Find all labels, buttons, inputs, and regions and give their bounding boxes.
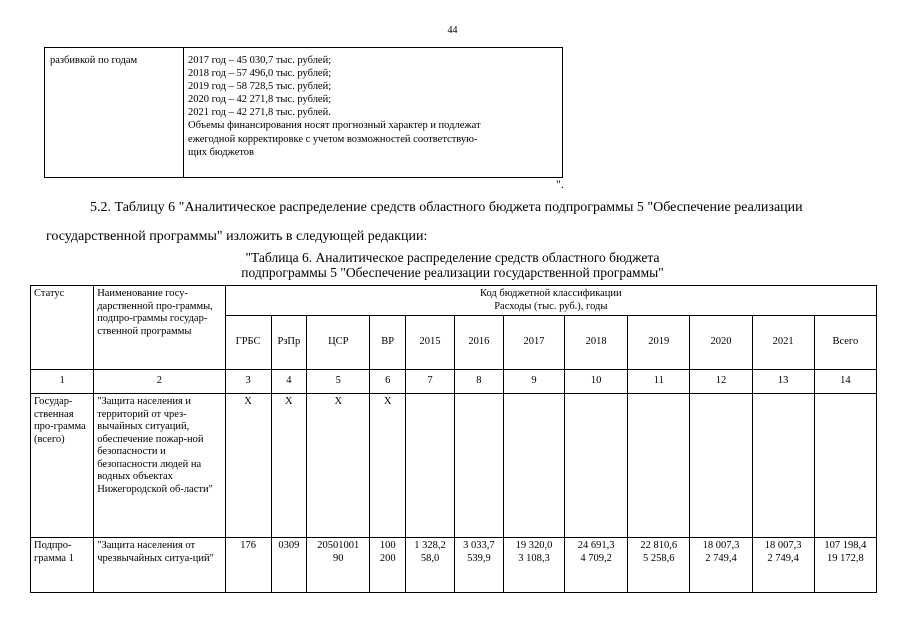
column-number: 14: [814, 370, 876, 394]
header-2017: 2017: [503, 316, 564, 370]
header-2015: 2015: [406, 316, 455, 370]
row-2018: [565, 538, 628, 593]
row-2017: [503, 394, 564, 538]
header-2020: 2020: [690, 316, 752, 370]
row-2015: [406, 394, 455, 538]
column-number: 5: [307, 370, 370, 394]
header-vr: ВР: [370, 316, 406, 370]
header-2018: 2018: [565, 316, 628, 370]
column-number: 1: [31, 370, 94, 394]
funding-note-line: ежегодной корректировке с учетом возможностей соответствую-: [188, 133, 478, 145]
row-vr: [370, 538, 406, 593]
header-status: Статус: [31, 286, 94, 370]
row-rzpr: X: [271, 394, 307, 538]
page-number: 44: [447, 25, 458, 36]
value-line: 2 749,4: [705, 552, 737, 564]
value-line: 1 328,2: [414, 540, 446, 551]
row-csr-line-1: 20501001: [317, 540, 360, 551]
row-grbs: 176: [225, 538, 271, 593]
funding-line: 2019 год – 58 728,5 тыс. рублей;: [188, 81, 332, 93]
row-2017: [503, 538, 564, 593]
header-2016: 2016: [454, 316, 503, 370]
row-2021: [752, 538, 814, 593]
value-line: 3 033,7: [463, 540, 495, 551]
row-name: "Защита населения и территорий от чрез-вычайных ситуаций, обеспечение пожар-ной безопасности и безопасности людей на водных объектах Нижегородской об-ласти": [94, 394, 225, 538]
column-number: 13: [752, 370, 814, 394]
row-2021: [752, 394, 814, 538]
row-csr-line-2: 90: [333, 552, 344, 564]
row-total: [814, 538, 876, 593]
row-csr: X: [307, 394, 370, 538]
header-2019: 2019: [628, 316, 690, 370]
header-name: Наименование госу-дарственной про-граммы, подпро-граммы государ-ственной программы: [94, 286, 225, 370]
funding-box-values: [184, 48, 562, 177]
table-row: [31, 394, 877, 538]
funding-line: 2018 год – 57 496,0 тыс. рублей;: [188, 68, 332, 80]
column-number: 11: [628, 370, 690, 394]
paragraph-line-1: 5.2. Таблицу 6 "Аналитическое распределение средств областного бюджета подпрограммы 5 "Обеспечение реализации: [90, 200, 803, 215]
header-group-line-2: Расходы (тыс. руб.), годы: [494, 300, 608, 312]
header-csr: ЦСР: [307, 316, 370, 370]
value-line: 18 007,3: [702, 540, 740, 551]
funding-note-line: Объемы финансирования носят прогнозный характер и подлежат: [188, 120, 481, 132]
column-numbers-row: [31, 370, 877, 394]
table-title: [0, 250, 905, 280]
column-number: 7: [406, 370, 455, 394]
row-rzpr: 0309: [271, 538, 307, 593]
funding-box-label: разбивкой по годам: [45, 48, 184, 177]
column-number: 6: [370, 370, 406, 394]
value-line: 2 749,4: [767, 552, 799, 564]
table-row: [31, 538, 877, 593]
row-2018: [565, 394, 628, 538]
row-vr-line-2: 200: [379, 552, 396, 564]
column-number: 8: [454, 370, 503, 394]
header-total: Всего: [814, 316, 876, 370]
row-2019: [628, 394, 690, 538]
header-rzpr: РзПр: [271, 316, 307, 370]
header-grbs: ГРБС: [225, 316, 271, 370]
row-2016: [454, 394, 503, 538]
header-2021: 2021: [752, 316, 814, 370]
row-vr-line-1: 100: [379, 540, 396, 551]
funding-line: 2021 год – 42 271,8 тыс. рублей.: [188, 107, 331, 119]
row-2015: [406, 538, 455, 593]
row-2019: [628, 538, 690, 593]
funding-box: [44, 47, 563, 178]
table-title-line-1: "Таблица 6. Аналитическое распределение средств областного бюджета: [245, 250, 660, 265]
row-status: Государ-ственная про-грамма (всего): [31, 394, 94, 538]
row-grbs: X: [225, 394, 271, 538]
amendment-paragraph: [46, 193, 866, 251]
funding-note-line: щих бюджетов: [188, 146, 255, 158]
funding-line: 2017 год – 45 030,7 тыс. рублей;: [188, 55, 332, 66]
value-line: 19 320,0: [515, 540, 553, 551]
value-line: 3 108,3: [518, 552, 550, 564]
row-status: Подпро-грамма 1: [31, 538, 94, 593]
row-name: "Защита населения от чрезвычайных ситуа-ций": [94, 538, 225, 593]
header-group: [225, 286, 876, 316]
row-total: [814, 394, 876, 538]
value-line: 18 007,3: [764, 540, 802, 551]
value-line: 5 258,6: [643, 552, 675, 564]
header-row-1: [31, 286, 877, 316]
column-number: 10: [565, 370, 628, 394]
column-number: 9: [503, 370, 564, 394]
budget-table: [30, 285, 877, 593]
row-csr: [307, 538, 370, 593]
row-2020: [690, 394, 752, 538]
value-line: 107 198,4: [824, 540, 867, 551]
value-line: 58,0: [420, 552, 440, 564]
column-number: 4: [271, 370, 307, 394]
row-2016: [454, 538, 503, 593]
value-line: 4 709,2: [580, 552, 612, 564]
table-title-line-2: подпрограммы 5 "Обеспечение реализации государственной программы": [241, 265, 664, 280]
closing-quote: ".: [556, 177, 564, 191]
row-2020: [690, 538, 752, 593]
value-line: 24 691,3: [577, 540, 615, 551]
value-line: 539,9: [467, 552, 491, 564]
column-number: 2: [94, 370, 225, 394]
value-line: 19 172,8: [826, 552, 864, 564]
header-group-line-1: Код бюджетной классификации: [479, 288, 622, 299]
paragraph-line-2: государственной программы" изложить в следующей редакции:: [46, 229, 428, 244]
funding-line: 2020 год – 42 271,8 тыс. рублей;: [188, 94, 332, 106]
row-vr: X: [370, 394, 406, 538]
column-number: 12: [690, 370, 752, 394]
column-number: 3: [225, 370, 271, 394]
value-line: 22 810,6: [640, 540, 678, 551]
